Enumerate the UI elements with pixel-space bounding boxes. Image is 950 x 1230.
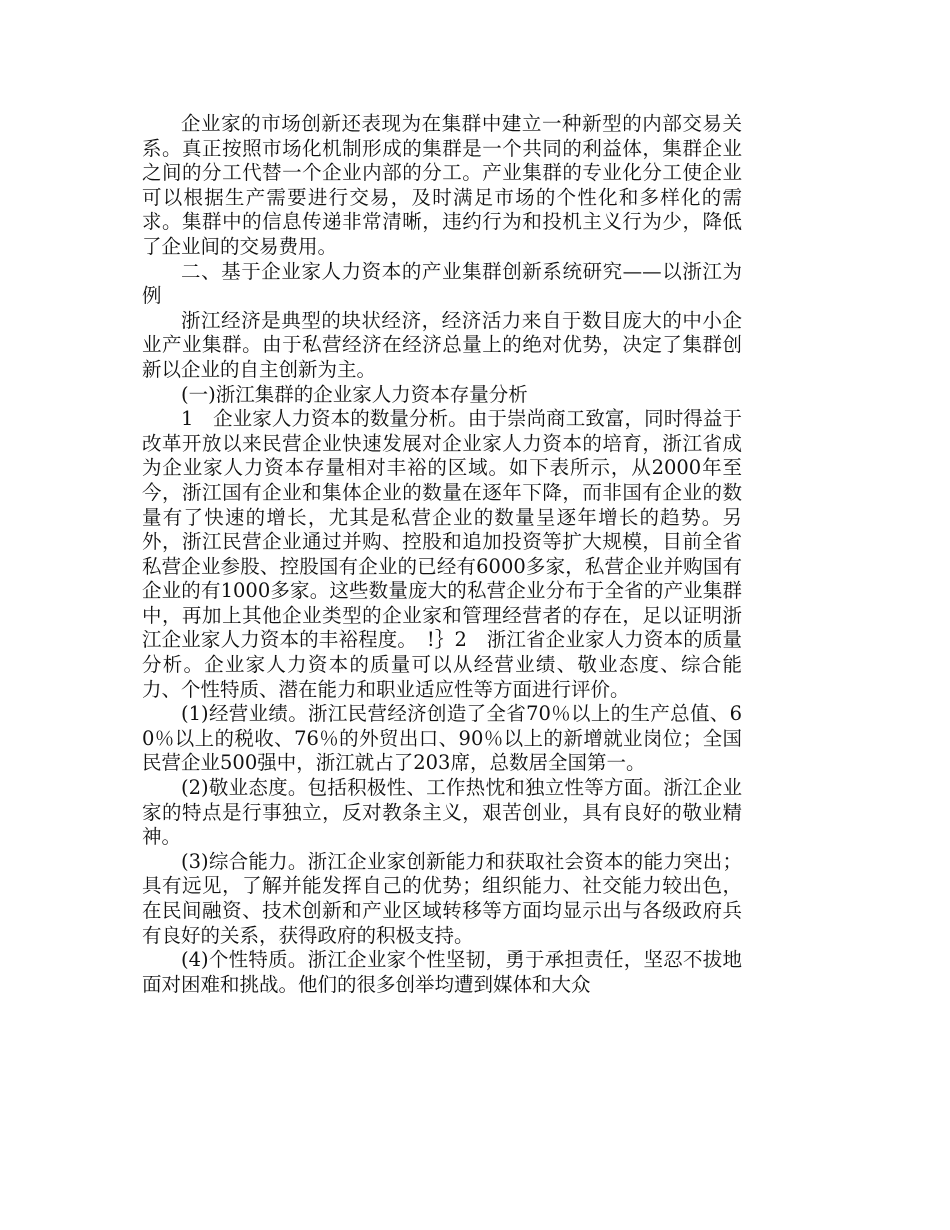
- paragraph-zhejiang-economy: 浙江经济是典型的块状经济，经济活力来自于数目庞大的中小企业产业集群。由于私营经济在经济总量上的绝对优势，决定了集群创新以企业的自主创新为主。: [142, 308, 742, 381]
- section-heading-2: 二、基于企业家人力资本的产业集群创新系统研究——以浙江为例: [142, 259, 742, 308]
- paragraph-business-performance: (1)经营业绩。浙江民营经济创造了全省70％以上的生产总值、60％以上的税收、76％的外贸出口、90％以上的新增就业岗位；全国民营企业500强中，浙江就占了203席，总数居全国第一。: [142, 702, 742, 775]
- subsection-heading-1: (一)浙江集群的企业家人力资本存量分析: [181, 382, 528, 406]
- paragraph-personality-traits: (4)个性特质。浙江企业家个性坚韧，勇于承担责任，坚忍不拔地面对困难和挑战。他们的很多创举均遭到媒体和大众: [142, 948, 742, 996]
- paragraph-market-innovation: 企业家的市场创新还表现为在集群中建立一种新型的内部交易关系。真正按照市场化机制形成的集群是一个共同的利益体，集群企业之间的分工代替一个企业内部的分工。产业集群的专业化分工使企业可以根据生产需要进行交易，及时满足市场的个性化和多样化的需求。集群中的信息传递非常清晰，违约行为和投机主义行为少，降低了企业间的交易费用。: [142, 112, 742, 258]
- paragraph-work-attitude: (2)敬业态度。包括积极性、工作热忱和独立性等方面。浙江企业家的特点是行事独立，反对教条主义，艰苦创业，具有良好的敬业精神。: [142, 776, 742, 849]
- paragraph-quantity-analysis: 1 企业家人力资本的数量分析。由于崇尚商工致富，同时得益于改革开放以来民营企业快速发展对企业家人力资本的培育，浙江省成为企业家人力资本存量相对丰裕的区域。如下表所示，从2000年至今，浙江国有企业和集体企业的数量在逐年下降，而非国有企业的数量有了快速的增长，尤其是私营企业的数量呈逐年增长的趋势。另外，浙江民营企业通过并购、控股和追加投资等扩大规模，目前全省私营企业参股、控股国有企业的已经有6000多家，私营企业并购国有企业的有1000多家。这些数量庞大的私营企业分布于全省的产业集群中，再加上其他企业类型的企业家和管理经营者的存在，足以证明浙江企业家人力资本的丰裕程度。 !｝2 浙江省企业家人力资本的质量分析。企业家人力资本的质量可以从经营业绩、敬业态度、综合能力、个性特质、潜在能力和职业适应性等方面进行评价。: [142, 407, 742, 701]
- paragraph-comprehensive-ability: (3)综合能力。浙江企业家创新能力和获取社会资本的能力突出；具有远见，了解并能发挥自己的优势；组织能力、社交能力较出色，在民间融资、技术创新和产业区域转移等方面均显示出与各级政府兵有良好的关系，获得政府的积极支持。: [142, 849, 742, 947]
- document-body: [142, 112, 742, 997]
